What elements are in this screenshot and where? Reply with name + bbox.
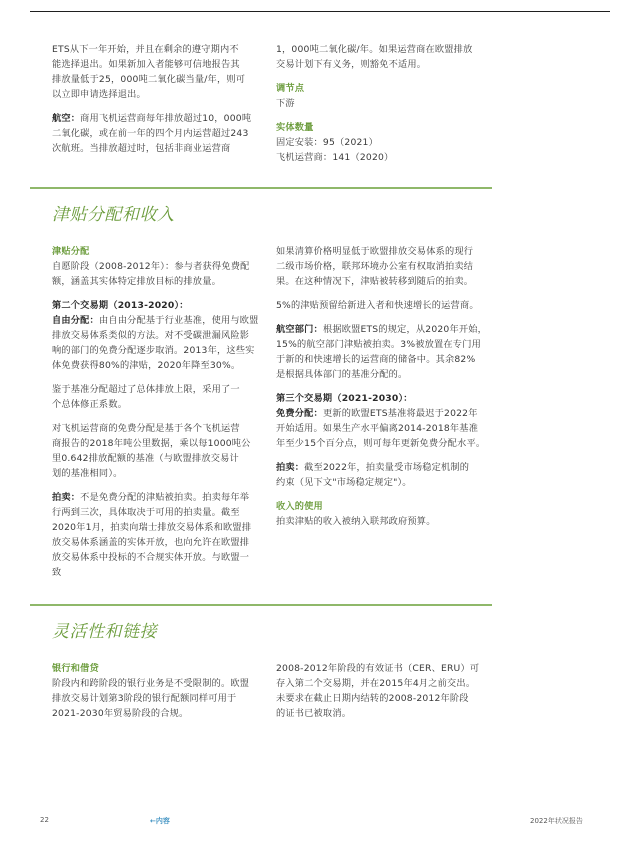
text-line: 体免费获得80%的津贴，2020年降至30%。 xyxy=(52,360,241,371)
aviation-sector-label: 航空部门： xyxy=(276,324,323,335)
text-line: 如果清算价格明显低于欧盟排放交易体系的现行 xyxy=(276,246,474,257)
text-line: 于新的和快速增长的运营商的储备中。其余82% xyxy=(276,354,476,365)
paragraph xyxy=(52,259,272,289)
text-line: 由自由分配基于行业基准，使用与欧盟 xyxy=(98,315,259,326)
phase2-heading: 第二个交易期（2013-2020）： xyxy=(52,300,189,311)
section-title-flexibility: 灵活性和链接 xyxy=(52,622,157,642)
allocation-left-column xyxy=(52,244,272,580)
text-line: 果。在这种情况下，津贴被转移到随后的拍卖。 xyxy=(276,276,474,287)
entity-count-lines xyxy=(276,135,496,165)
text-line: 鉴于基准分配超过了总体排放上限，采用了一 xyxy=(52,384,240,395)
adjust-point-heading: 调节点 xyxy=(276,83,305,94)
text-line: 放交易体系涵盖的实体开放，也向允许在欧盟排 xyxy=(52,537,250,548)
page-number: 22 xyxy=(40,816,49,824)
text-line: 次航班。当排放超过时，包括非商业运营商 xyxy=(52,143,231,154)
text-line: 对飞机运营商的免费分配是基于各个飞机运营 xyxy=(52,423,240,434)
banking-heading: 银行和借贷 xyxy=(52,663,99,674)
text-line: 排放量低于25，000吨二氧化碳当量/年，则可 xyxy=(52,74,246,85)
text-line: 阶段内和跨阶段的银行业务是不受限制的。欧盟 xyxy=(52,678,250,689)
free-allocation-label: 免费分配： xyxy=(276,408,323,419)
allocation-right-column xyxy=(276,244,496,529)
text-line: 额，涵盖其实体特定排放目标的排放量。 xyxy=(52,276,221,287)
text-line: 飞机运营商：141（2020） xyxy=(276,152,394,163)
text-line: 约束（见下文"市场稳定规定"）。 xyxy=(276,477,412,488)
adjust-point-value: 下游 xyxy=(276,98,295,109)
free-allocation-label: 自由分配： xyxy=(52,315,99,326)
text-line: 交易计划下有义务，则豁免不适用。 xyxy=(276,59,427,70)
text-line: 年至少15个百分点，则可每年更新免费分配水平。 xyxy=(276,438,486,449)
text-line: 划的基准相同）。 xyxy=(52,468,123,479)
text-line: ETS从下一年开始，并且在剩余的遵守期内不 xyxy=(52,44,239,55)
aviation-paragraph xyxy=(52,111,272,156)
text-line: 15%的航空部门津贴被拍卖。3%被放置在专门用 xyxy=(276,339,481,350)
text-line: 不是免费分配的津贴被拍卖。拍卖每年举 xyxy=(80,492,250,503)
contents-link[interactable]: ←内容 xyxy=(150,817,170,825)
auction-label: 拍卖： xyxy=(52,492,81,503)
section-divider xyxy=(30,187,492,189)
auction-text xyxy=(276,462,469,488)
text-line: 排放交易计划第3阶段的银行配额同样可用于 xyxy=(52,693,237,704)
free-allocation-paragraph xyxy=(52,313,272,373)
paragraph xyxy=(52,382,272,412)
text-line: 2021-2030年贸易阶段的合规。 xyxy=(52,708,189,719)
entity-count-heading: 实体数量 xyxy=(276,122,314,133)
paragraph xyxy=(276,514,496,529)
top-left-column xyxy=(52,42,272,156)
text-line: 二氧化碳，或在前一年的四个月内运营超过243 xyxy=(52,128,249,139)
auction-text xyxy=(52,492,251,578)
auction-paragraph xyxy=(276,460,496,490)
text-line: 2020年1月，拍卖向瑞士排放交易体系和欧盟排 xyxy=(52,522,252,533)
text-line: 是根据具体部门的基准分配的。 xyxy=(276,369,408,380)
text-line: 5%的津贴预留给新进入者和快速增长的运营商。 xyxy=(276,300,479,311)
text-line: 二级市场价格，联邦环境办公室有权取消拍卖结 xyxy=(276,261,474,272)
text-line: 个总体修正系数。 xyxy=(52,399,128,410)
report-name: 2022年状况报告 xyxy=(530,817,583,825)
auction-paragraph xyxy=(52,490,272,580)
aviation-label: 航空： xyxy=(52,113,81,124)
paragraph xyxy=(52,676,272,721)
section-divider xyxy=(30,604,492,606)
text-line: 致 xyxy=(52,567,62,578)
paragraph xyxy=(276,244,496,289)
text-line: 更新的欧盟ETS基准将最迟于2022年 xyxy=(322,408,478,419)
text-line: 的证书已被取消。 xyxy=(276,708,352,719)
section-title-allocation: 津贴分配和收入 xyxy=(52,205,175,225)
text-line: 商报告的2018年吨公里数据，乘以每1000吨公 xyxy=(52,438,251,449)
allocation-heading: 津贴分配 xyxy=(52,246,90,257)
text-line: 固定安装：95（2021） xyxy=(276,137,378,148)
aviation-sector-paragraph xyxy=(276,322,496,382)
text-line: 截至2022年，拍卖量受市场稳定机制的 xyxy=(304,462,470,473)
top-rule xyxy=(30,11,610,12)
top-right-column xyxy=(276,42,496,165)
text-line: 以立即申请选择退出。 xyxy=(52,89,146,100)
banking-right-column xyxy=(276,661,496,721)
text-line: 放交易体系中投标的不合规实体开放。与欧盟一 xyxy=(52,552,250,563)
text-line: 拍卖津贴的收入被纳入联邦政府预算。 xyxy=(276,516,436,527)
text-line: 响的部门的免费分配逐步取消。2013年，这些实 xyxy=(52,345,255,356)
paragraph xyxy=(52,421,272,481)
text-line: 商用飞机运营商每年排放超过10，000吨 xyxy=(80,113,252,124)
paragraph xyxy=(276,661,496,721)
paragraph xyxy=(276,42,496,72)
aviation-text xyxy=(52,113,251,154)
text-line: 2008-2012年阶段的有效证书（CER、ERU）可 xyxy=(276,663,480,674)
phase3-heading: 第三个交易期（2021-2030）： xyxy=(276,393,413,404)
text-line: 排放交易体系类似的方法。对不受碳泄漏风险影 xyxy=(52,330,250,341)
text-line: 1，000吨二氧化碳/年。如果运营商在欧盟排放 xyxy=(276,44,473,55)
paragraph xyxy=(276,298,496,313)
revenue-heading: 收入的使用 xyxy=(276,501,323,512)
text-line: 未要求在截止日期内结转的2008-2012年阶段 xyxy=(276,693,469,704)
text-line: 开始适用。如果生产水平偏离2014-2018年基准 xyxy=(276,423,479,434)
banking-left-column xyxy=(52,661,272,721)
paragraph xyxy=(52,42,272,102)
auction-label: 拍卖： xyxy=(276,462,305,473)
text-line: 能选择退出。如果新加入者能够可信地报告其 xyxy=(52,59,240,70)
text-line: 根据欧盟ETS的规定，从2020年开始， xyxy=(322,324,488,335)
text-line: 里0.642排放配额的基准（与欧盟排放交易计 xyxy=(52,453,239,464)
free-allocation-paragraph xyxy=(276,406,496,451)
text-line: 自愿阶段（2008-2012年）：参与者获得免费配 xyxy=(52,261,250,272)
text-line: 存入第二个交易期，并在2015年4月之前交出。 xyxy=(276,678,476,689)
text-line: 行两到三次，具体取决于可用的拍卖量。截至 xyxy=(52,507,240,518)
